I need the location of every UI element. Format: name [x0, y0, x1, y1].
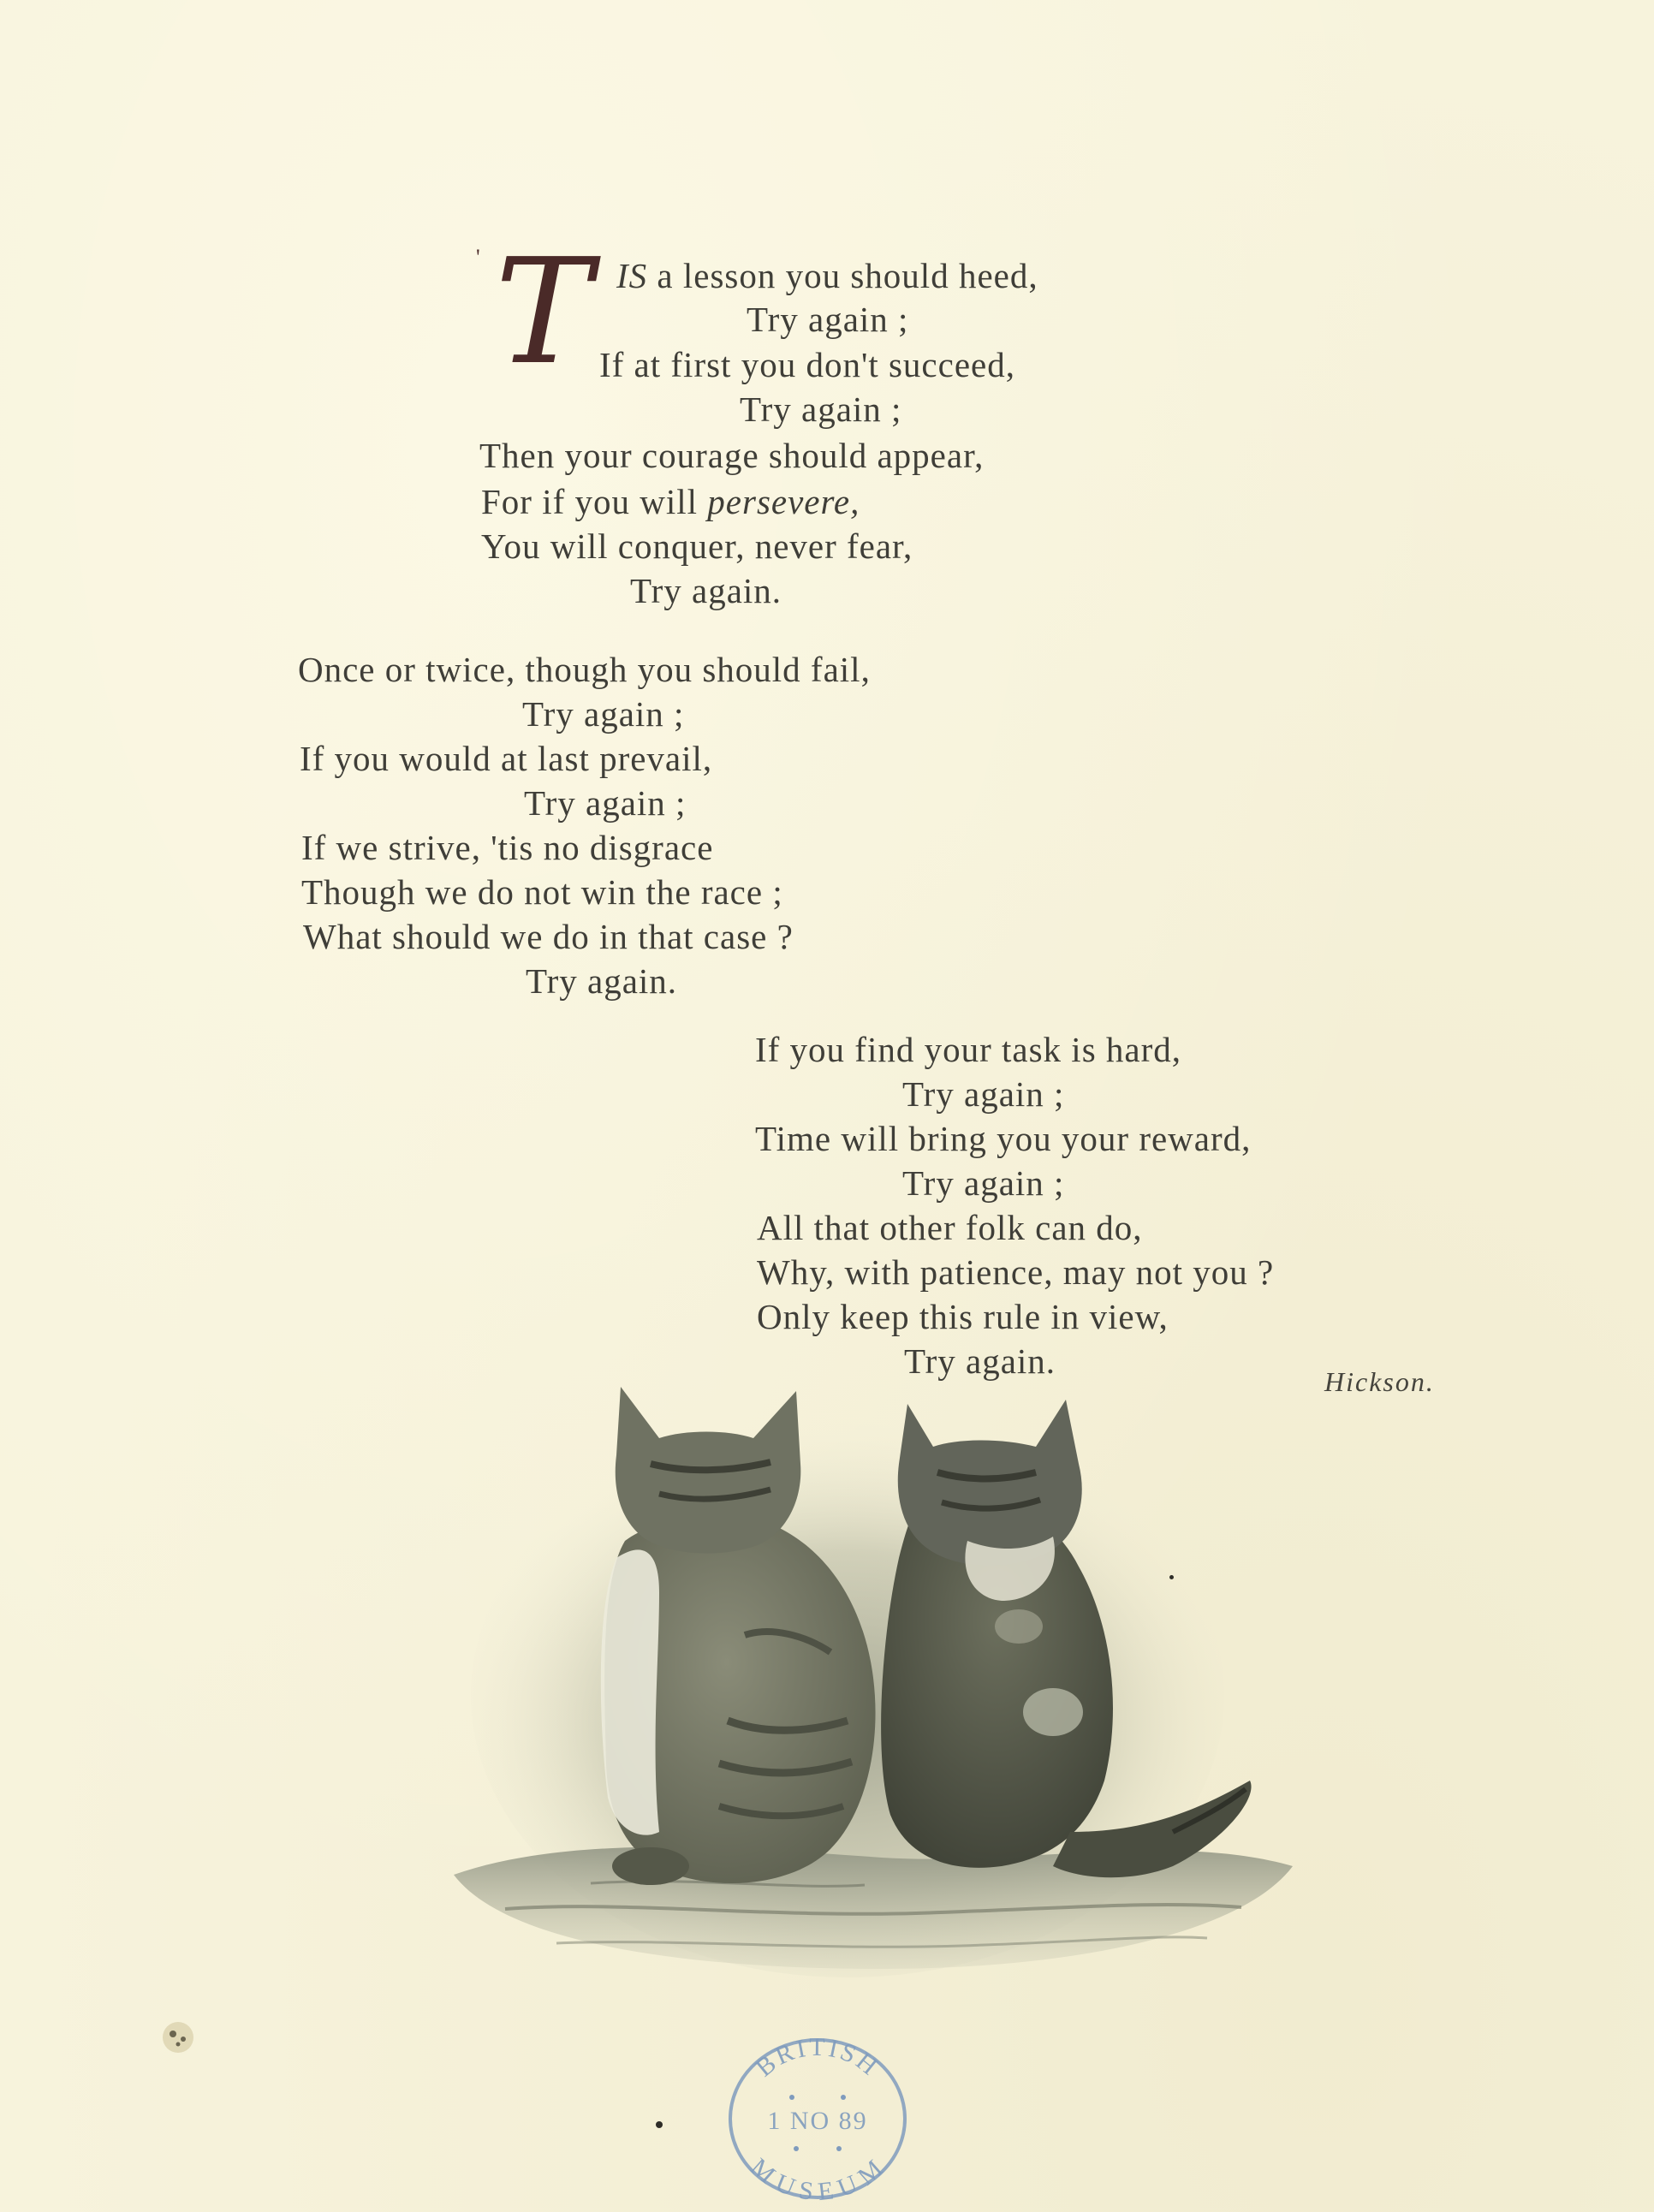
- poem-line: If at first you don't succeed,: [599, 345, 1015, 384]
- poem-line: Try again.: [904, 1341, 1056, 1381]
- poem-line: Try again ;: [522, 694, 685, 734]
- poem-line: Try again ;: [747, 300, 909, 339]
- poem-line: Try again ;: [740, 389, 902, 429]
- drop-cap-apostrophe: ': [476, 245, 480, 270]
- line-italic: persevere,: [707, 482, 860, 521]
- svg-text:BRITISH: [750, 2033, 884, 2082]
- ink-speck: [656, 2121, 663, 2128]
- poem-line: If we strive, 'tis no disgrace: [301, 828, 714, 867]
- poem-line: Only keep this rule in view,: [757, 1297, 1169, 1336]
- poem-line: If you would at last prevail,: [300, 739, 713, 778]
- line-text: a lesson you should heed,: [647, 256, 1038, 295]
- poem-line: Then your courage should appear,: [479, 436, 985, 475]
- kittens-illustration: [402, 1353, 1344, 2003]
- poem-line: You will conquer, never fear,: [481, 526, 913, 566]
- stamp-top-text: BRITISH: [750, 2033, 885, 2083]
- poem-line: Why, with patience, may not you ?: [757, 1252, 1275, 1292]
- poem-line: Time will bring you your reward,: [755, 1119, 1252, 1158]
- poem-line: What should we do in that case ?: [303, 917, 794, 956]
- library-stamp: [723, 2033, 912, 2204]
- poem-line: [616, 253, 1038, 298]
- poem-line: Try again ;: [902, 1163, 1065, 1203]
- line-small-caps: IS: [616, 256, 648, 295]
- ink-speck: [1169, 1575, 1174, 1579]
- attribution: Hickson.: [1324, 1366, 1435, 1397]
- stamp-bottom-text: MUSEUM: [745, 2152, 890, 2204]
- poem-line: Though we do not win the race ;: [301, 872, 783, 912]
- poem-line: Try again ;: [524, 783, 687, 823]
- poem-line: All that other folk can do,: [757, 1208, 1143, 1247]
- poem-line: Try again.: [630, 571, 782, 610]
- drop-cap-letter: T: [495, 228, 592, 397]
- poem-line: [481, 479, 860, 524]
- stamp-number: 1 NO 89: [767, 2107, 868, 2135]
- poem-line: If you find your task is hard,: [755, 1030, 1181, 1069]
- poem-line: Try again.: [526, 961, 678, 1001]
- poem-line: Once or twice, though you should fail,: [298, 650, 871, 689]
- line-text: For if you will: [481, 482, 708, 521]
- paper-stain: [154, 2012, 205, 2063]
- poem-line: Try again ;: [902, 1074, 1065, 1114]
